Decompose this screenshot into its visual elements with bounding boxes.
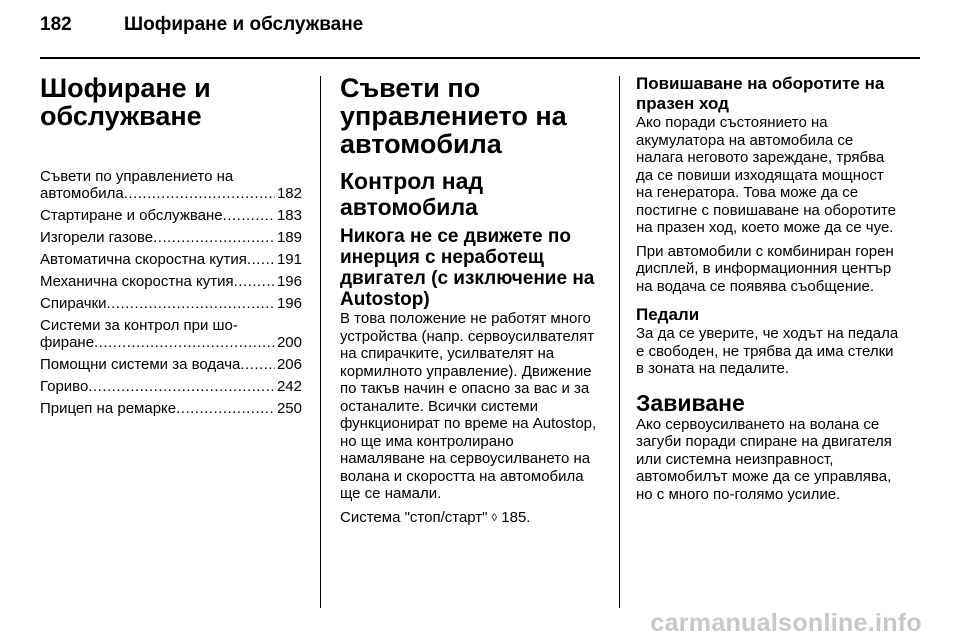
body-paragraph: Ако поради състоянието на акумулатора на автомобила се налага неговото зареждане, трябва да се повиши изходящата мощност на генератора. Това може да се постигне с повишаване на оборотите на празен ход, което може да се чуе. xyxy=(636,114,896,236)
topic-heading-pedals: Педали xyxy=(636,305,700,324)
cross-reference: Система "стоп/старт" ◊ 185. xyxy=(340,508,531,526)
subsection-title: Контрол над автомобила xyxy=(340,168,484,220)
toc-entry[interactable]: Механична скоростна кутия ..... 196 xyxy=(40,273,302,290)
topic-heading: Никога не се движете по инерция с неработещ двигател (с изключение на Autostop) xyxy=(340,226,595,310)
body-paragraph: В това положение не работят много устройства (напр. сервоусилвателят на спирачките, усилвателят на кормилното управление). Движение по такъв начин е опасно за вас и за останалите. Всички системи функционират по време на Autostop, но ще има контролирано намаляване на сервоусилването на волана и скоростта на автомобила ще се намали. xyxy=(340,310,597,502)
toc-entry[interactable]: Автоматична скоростна кутия ..... 191 xyxy=(40,251,302,268)
column-toc xyxy=(40,74,302,417)
section-title: Съвети по управлението на автомобила xyxy=(340,73,567,159)
toc-entry[interactable]: Спирачки ..... 196 xyxy=(40,295,302,312)
topic-heading-idle: Повишаване на оборотите на празен ход xyxy=(636,74,885,113)
watermark: carmanualsonline.info xyxy=(650,609,922,637)
toc-entry[interactable]: Прицеп на ремарке ..... 250 xyxy=(40,400,302,417)
column-driving-tips xyxy=(340,74,602,533)
body-paragraph: За да се уверите, че ходът на педала е свободен, не трябва да има стелки в зоната на педалите. xyxy=(636,325,899,377)
toc-entry[interactable]: Гориво ..... 242 xyxy=(40,378,302,395)
body-paragraph: Ако сервоусилването на волана се загуби поради спиране на двигателя или системна неизправност, автомобилът може да се управлява, но с много по-голямо усилие. xyxy=(636,415,892,503)
topic-heading-steering: Завиване xyxy=(636,389,745,416)
toc-entry[interactable]: Помощни системи за водача ..... 206 xyxy=(40,356,302,373)
reference-arrow-icon: ◊ xyxy=(491,511,498,524)
body-paragraph: При автомобили с комбиниран горен дисплей, в информационния център на водача се появява съобщение. xyxy=(636,242,894,295)
toc-entry[interactable]: Изгорели газове ..... 189 xyxy=(40,229,302,246)
toc-intro: Съвети по управлението на xyxy=(40,168,234,185)
page-number: 182 xyxy=(40,14,72,35)
chapter-title: Шофиране и обслужване xyxy=(40,73,211,131)
page-header xyxy=(40,14,363,36)
column-divider-2 xyxy=(619,76,620,608)
toc-entry[interactable]: Стартиране и обслужване ..... 183 xyxy=(40,207,302,224)
toc-entry-wrap-start[interactable]: Системи за контрол при шо- xyxy=(40,317,238,334)
running-title: Шофиране и обслужване xyxy=(124,14,364,35)
toc-entry[interactable]: автомобила ..... 182 xyxy=(40,185,302,202)
toc-entry[interactable]: фиране ..... 200 xyxy=(40,334,302,351)
column-divider-1 xyxy=(320,76,321,608)
header-rule xyxy=(40,57,920,59)
column-idle-pedals-steering xyxy=(636,74,904,509)
reference-page-link[interactable]: 185. xyxy=(501,508,531,526)
